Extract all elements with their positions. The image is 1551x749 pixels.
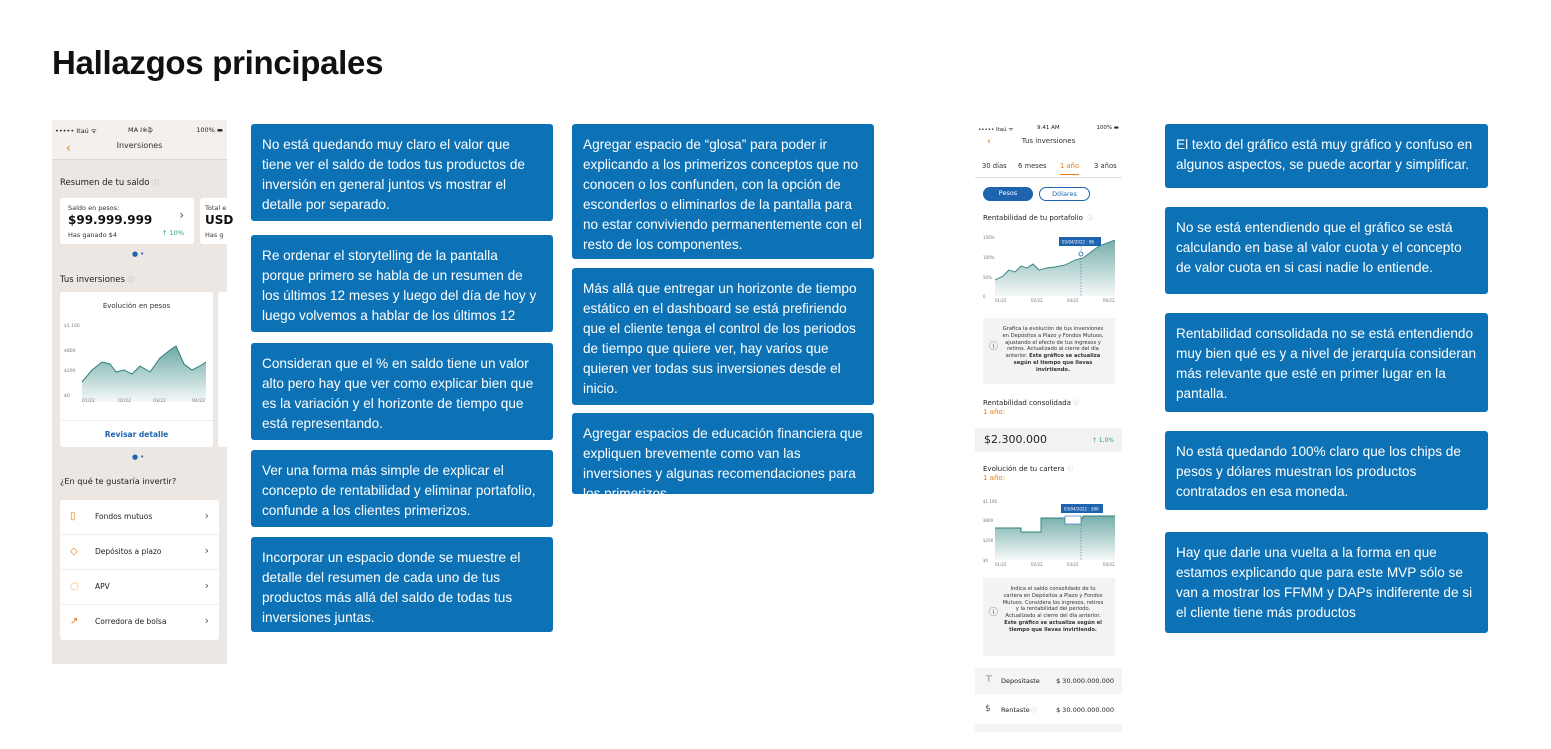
balance-card-peek[interactable] xyxy=(200,198,240,244)
note-card: No se está entendiendo que el gráfico se está calculando en base al valor cuota y el concepto de valor cuota en si casi nadie lo entiende. xyxy=(1165,207,1488,294)
x-tick: 04/22 xyxy=(1103,562,1115,567)
y-tick: $800 xyxy=(64,349,76,354)
phone-screenshot-inversiones xyxy=(52,120,234,664)
consolidated-change: ↑ 1,0% xyxy=(1091,437,1114,444)
note-card: No está quedando 100% claro que los chips de pesos y dólares muestran los productos contratados en esa moneda. xyxy=(1165,431,1488,510)
chevron-right-icon: › xyxy=(204,579,209,592)
y-tick: $200 xyxy=(64,369,76,374)
balance-peek-label: Total e xyxy=(205,204,227,212)
x-tick: 04/22 xyxy=(192,399,205,404)
fund-icon: ▯ xyxy=(70,511,76,522)
consolidated-amount-row xyxy=(975,428,1122,452)
profitability-chart xyxy=(975,228,1122,308)
chart-title: Evolución en pesos xyxy=(102,302,171,310)
x-tick: 02/22 xyxy=(1031,298,1043,303)
info-circle-icon: ⓘ xyxy=(989,342,999,352)
consolidated-title: Rentabilidad consolidada ⓘ xyxy=(983,399,1080,407)
investments-heading: Tus inversiones ⓘ xyxy=(60,275,135,285)
chevron-right-icon: › xyxy=(179,208,184,222)
next-row-peek xyxy=(975,724,1122,732)
carousel-dots: ●• xyxy=(132,250,147,258)
note-card: Re ordenar el storytelling de la pantalla porque primero se habla de un resumen de los últimos 12 meses y luego del día de hoy y luego volvemos a hablar de los últimos 12 meses. xyxy=(251,235,553,332)
summary-heading: Resumen de tu saldo ⓘ xyxy=(60,178,160,188)
nav-bar xyxy=(52,138,227,160)
balance-gain: Has ganado $4 xyxy=(68,231,117,239)
x-tick: 02/22 xyxy=(1031,562,1043,567)
review-detail-link[interactable]: Revisar detalle xyxy=(104,430,169,439)
x-tick: 01/22 xyxy=(82,399,95,404)
info-icon[interactable]: ⓘ xyxy=(1031,707,1038,714)
note-card: El texto del gráfico está muy gráfico y confuso en algunos aspectos, se puede acortar y simplificar. xyxy=(1165,124,1488,188)
tab-1-ano[interactable]: 1 año xyxy=(1060,162,1079,175)
y-tick: 0 xyxy=(983,294,986,299)
note-card: No está quedando muy claro el valor que tiene ver el saldo de todos tus productos de inversión en general juntos vs mostrar el detalle por separado. xyxy=(251,124,553,221)
balance-card[interactable] xyxy=(60,198,194,244)
chip-pesos[interactable]: Pesos xyxy=(983,187,1033,201)
option-corredora[interactable]: ↗ Corredora de bolsa › xyxy=(70,614,209,627)
chevron-right-icon: › xyxy=(204,509,209,522)
balance-label: Saldo en pesos: xyxy=(68,204,120,212)
status-bar xyxy=(52,120,227,138)
nav-title: Inversiones xyxy=(116,141,163,150)
chart1-title: Rentabilidad de tu portafolio ⓘ xyxy=(983,214,1094,222)
y-tick: 50% xyxy=(983,275,992,280)
x-tick: 01/22 xyxy=(995,298,1007,303)
balance-peek-amount: USD xyxy=(205,213,234,227)
note-card: Ver una forma más simple de explicar el concepto de rentabilidad y eliminar portafolio, confunde a los clientes primerizos. xyxy=(251,450,553,527)
chevron-right-icon: › xyxy=(204,544,209,557)
invest-options-list xyxy=(60,500,219,640)
info-icon[interactable]: ⓘ xyxy=(1087,215,1094,222)
balance-amount: $99.999.999 xyxy=(68,213,153,227)
back-chevron-icon[interactable]: ‹ xyxy=(987,136,991,147)
back-chevron-icon[interactable]: ‹ xyxy=(66,141,71,155)
y-tick: $1.100 xyxy=(64,324,80,329)
status-time: 9:41 AM xyxy=(1037,125,1060,131)
info-icon[interactable]: ⓘ xyxy=(127,276,135,284)
note-card: Hay que darle una vuelta a la forma en que estamos explicando que para este MVP sólo se van a mostrar los FFMM y DAPs indiferente de si el cliente tiene más productos xyxy=(1165,532,1488,633)
x-tick: 03/22 xyxy=(153,399,166,404)
trend-icon: ↗ xyxy=(70,616,79,627)
balance-change: ↑ 10% xyxy=(162,229,184,237)
y-tick: $0 xyxy=(64,394,70,399)
tab-30-dias[interactable]: 30 días xyxy=(982,162,1007,170)
y-tick: $1.100 xyxy=(983,499,997,504)
period-tabs xyxy=(975,158,1122,178)
info-box-chart2: ⓘ Indica el saldo consolidado de tu cartera en Depósitos a Plazo y Fondos Mutuos. Considera los ingresos, retiros y la rentabilidad del periodo. Actualizado al cierre del día anterior. Este gráfico se actualiza según el tiempo que llevas invirtiendo. xyxy=(983,578,1115,656)
y-tick: $200 xyxy=(983,538,994,543)
battery-label: 100% ▬ xyxy=(1096,125,1119,131)
info-circle-icon: ⓘ xyxy=(989,608,999,618)
info-icon[interactable]: ⓘ xyxy=(1066,466,1073,473)
note-card: Incorporar un espacio donde se muestre el detalle del resumen de cada uno de tus productos más allá del saldo de todas tus inversiones juntas. xyxy=(251,537,553,632)
status-bar xyxy=(975,120,1122,134)
x-tick: 01/22 xyxy=(995,562,1007,567)
dollar-icon: $ xyxy=(985,704,991,714)
carrier-label: ••••• Itaú ᯤ xyxy=(55,127,97,135)
y-tick: $800 xyxy=(983,518,994,523)
consolidated-period: 1 año: xyxy=(983,408,1006,416)
x-tick: 02/22 xyxy=(118,399,131,404)
note-card: Rentabilidad consolidada no se está entendiendo muy bien qué es y a nivel de jerarquía consideran más relevante que esté en primer lugar en la pantalla. xyxy=(1165,313,1488,412)
status-center: MA I※ֆ xyxy=(128,126,153,134)
option-apv[interactable]: ◌ APV › xyxy=(60,570,219,605)
note-card: Consideran que el % en saldo tiene un valor alto pero hay que ver como explicar bien que es la variación y el horizonte de tiempo que está representando. xyxy=(251,343,553,440)
tab-3-anos[interactable]: 3 años xyxy=(1094,162,1117,170)
tab-6-meses[interactable]: 6 meses xyxy=(1018,162,1047,170)
nav-title: Tus inversiones xyxy=(1021,137,1076,145)
y-tick: 150% xyxy=(983,235,995,240)
note-card: Más allá que entregar un horizonte de tiempo estático en el dashboard se está prefiriendo que el cliente tenga el control de los periodos de tiempo que quiere ver, hay varios que quieren ver todas sus inversiones desde el inicio. xyxy=(572,268,874,405)
chart-card xyxy=(60,292,213,447)
y-tick: $0 xyxy=(983,558,989,563)
balance-peek-gain: Has g xyxy=(205,231,224,239)
x-tick: 03/22 xyxy=(1067,562,1079,567)
chart2-title: Evolución de tu cartera ⓘ xyxy=(983,465,1073,473)
info-icon[interactable]: ⓘ xyxy=(1073,400,1080,407)
deposit-row: ⊤ Depositaste $ 30.000.000.000 xyxy=(975,668,1122,694)
option-fondos-mutuos[interactable]: ▯ Fondos mutuos › xyxy=(60,500,219,535)
info-box-chart1: ⓘ Grafica la evolución de tus inversiones en Depósitos a Plazo y Fondos Mutuos, ajustando el efecto de tus ingresos y retiros. Actualizado al cierre del día anterior. Este gráfico se actualiza según el tiempo que llevas invirtiendo. xyxy=(983,318,1115,384)
x-tick: 04/22 xyxy=(1067,298,1079,303)
chart2-period: 1 año: xyxy=(983,474,1006,482)
piggy-icon: ◌ xyxy=(70,581,79,592)
chart-tooltip-text: 03/04/2022 : $90 xyxy=(1064,506,1099,512)
chip-dolares[interactable]: Dólares xyxy=(1039,187,1090,201)
info-icon[interactable]: ⓘ xyxy=(152,179,160,187)
carrier-label: ••••• Itaú ᯤ xyxy=(978,127,1014,133)
note-card: Agregar espacio de “glosa” para poder ir explicando a los primerizos conceptos que no conocen o los confunden, con la opción de esconderlos o eliminarlos de la pantalla para no estar conviviendo permanentemente con el resto de los componentes. xyxy=(572,124,874,259)
invest-question: ¿En qué te gustaría invertir? xyxy=(60,476,177,486)
phone-screenshot-tus-inversiones xyxy=(975,120,1122,732)
carousel-dots: ●• xyxy=(132,453,147,461)
x-tick: 06/22 xyxy=(1103,298,1115,303)
chevron-right-icon: › xyxy=(204,614,209,627)
option-depositos[interactable]: ◇ Depósitos a plazo › xyxy=(60,535,219,570)
rent-row: $ Rentaste ⓘ $ 30.000.000.000 xyxy=(975,697,1122,723)
divider xyxy=(60,420,213,421)
page-title: Hallazgos principales xyxy=(52,44,384,81)
portfolio-evolution-chart xyxy=(975,494,1122,572)
nav-bar xyxy=(975,134,1122,152)
deposit-icon: ◇ xyxy=(70,546,78,557)
battery-label: 100% ▬ xyxy=(196,126,223,134)
evolution-chart xyxy=(60,312,213,427)
y-tick: 100% xyxy=(983,255,995,260)
chart-tooltip-text: 03/04/2022 : 86 xyxy=(1062,239,1095,245)
chart-card-peek xyxy=(218,292,238,447)
note-card: Agregar espacios de educación financiera que expliquen brevemente como van las inversiones y algunas recomendaciones para los primerizos. xyxy=(572,413,874,494)
consolidated-amount: $2.300.000 xyxy=(984,433,1047,446)
deposit-icon: ⊤ xyxy=(985,675,993,685)
